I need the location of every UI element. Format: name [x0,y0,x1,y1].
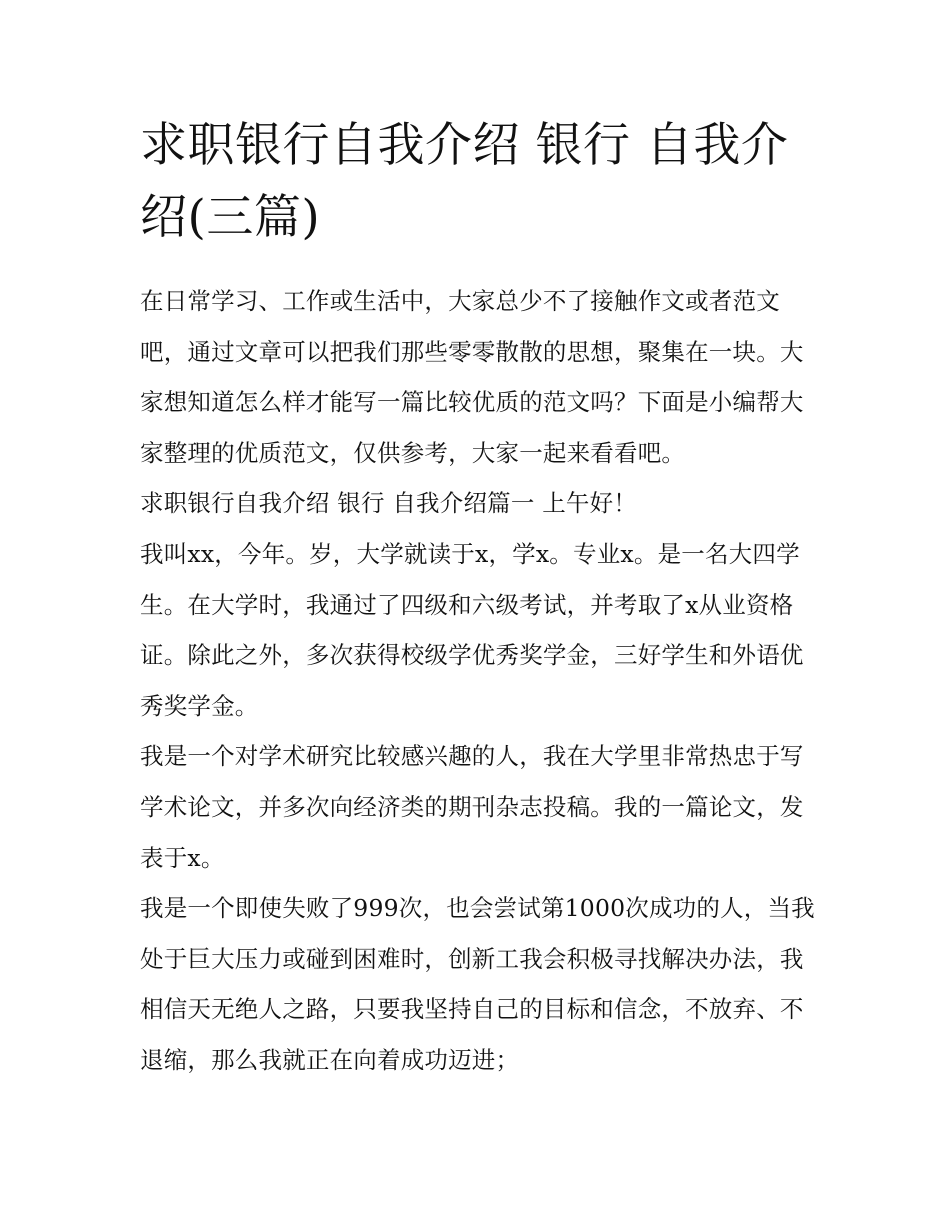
document-title: 求职银行自我介绍 银行 自我介绍(三篇) [140,118,789,245]
document-page [140,110,820,1086]
paragraph-section-heading: 求职银行自我介绍 银行 自我介绍篇一 上午好！ [140,489,638,518]
paragraph-persistence: 我是一个即使失败了999次，也会尝试第1000次成功的人，当我处于巨大压力或碰到困难时，创新工我会积极寻找解决办法，我相信天无绝人之路，只要我坚持自己的目标和信念，不放弃、不退缩，那么我就正在向着成功迈进； [140,894,815,1074]
paragraph-intro: 在日常学习、工作或生活中，大家总少不了接触作文或者范文吧，通过文章可以把我们那些零零散散的思想，聚集在一块。大家想知道怎么样才能写一篇比较优质的范文吗？下面是小编帮大家整理的优质范文，仅供参考，大家一起来看看吧。 [140,287,804,467]
paragraph-background: 我叫xx，今年。岁，大学就读于x，学x。专业x。是一名大四学生。在大学时，我通过了四级和六级考试，并考取了x从业资格证。除此之外，多次获得校级学优秀奖学金，三好学生和外语优秀奖学金。 [140,539,804,720]
document-body [140,276,820,1086]
paragraph-research: 我是一个对学术研究比较感兴趣的人，我在大学里非常热忠于写学术论文，并多次向经济类的期刊杂志投稿。我的一篇论文，发表于x。 [140,742,804,872]
